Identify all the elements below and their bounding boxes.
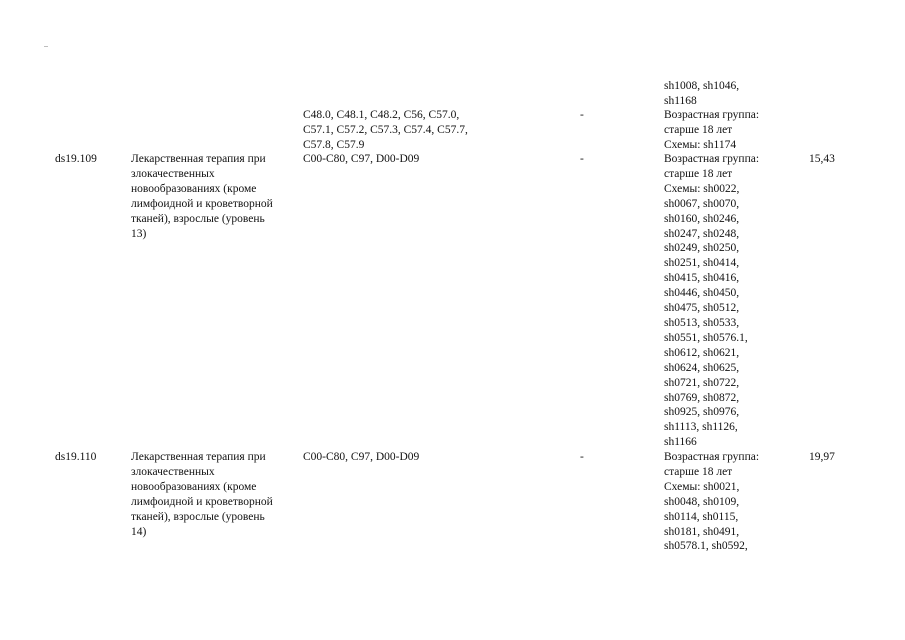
- row-criteria: Возрастная группа: старше 18 лет Схемы: sh0022, sh0067, sh0070, sh0160, sh0246, sh0247, sh0248, sh0249, sh0250, sh0251, sh0414, sh0415, sh0416, sh0446, sh0450, sh0475, sh0512, sh0513, sh0533, sh0551, sh0576.1, sh0612, sh0621, sh0624, sh0625, sh0721, sh0722, sh0769, sh0872, sh0925, sh0976, sh1113, sh1126, sh1166: [664, 153, 760, 449]
- page-mark: ..: [44, 40, 48, 49]
- row-dash: -: [580, 153, 584, 165]
- row-mkb-codes: C00-C80, C97, D00-D09: [303, 153, 420, 165]
- continuation-mkb-codes: C48.0, C48.1, C48.2, C56, C57.0, C57.1, C57.2, C57.3, C57.4, C57.7, C57.8, C57.9: [303, 109, 468, 151]
- row-code: ds19.109: [55, 153, 97, 165]
- continuation-criteria-schemes: sh1008, sh1046, sh1168: [664, 80, 740, 107]
- row-name: Лекарственная терапия при злокачественных новообразованиях (кроме лимфоидной и кроветворной тканей), взрослые (уровень 14): [131, 451, 273, 538]
- continuation-dash: -: [580, 109, 584, 121]
- row-coefficient: 19,97: [809, 451, 835, 463]
- row-dash: -: [580, 451, 584, 463]
- row-code: ds19.110: [55, 451, 97, 463]
- row-coefficient: 15,43: [809, 153, 835, 165]
- continuation-criteria: Возрастная группа: старше 18 лет Схемы: sh1174: [664, 109, 760, 151]
- row-name: Лекарственная терапия при злокачественных новообразованиях (кроме лимфоидной и кроветворной тканей), взрослые (уровень 13): [131, 153, 273, 240]
- row-mkb-codes: C00-C80, C97, D00-D09: [303, 451, 420, 463]
- row-criteria: Возрастная группа: старше 18 лет Схемы: sh0021, sh0048, sh0109, sh0114, sh0115, sh0181, sh0491, sh0578.1, sh0592,: [664, 451, 760, 553]
